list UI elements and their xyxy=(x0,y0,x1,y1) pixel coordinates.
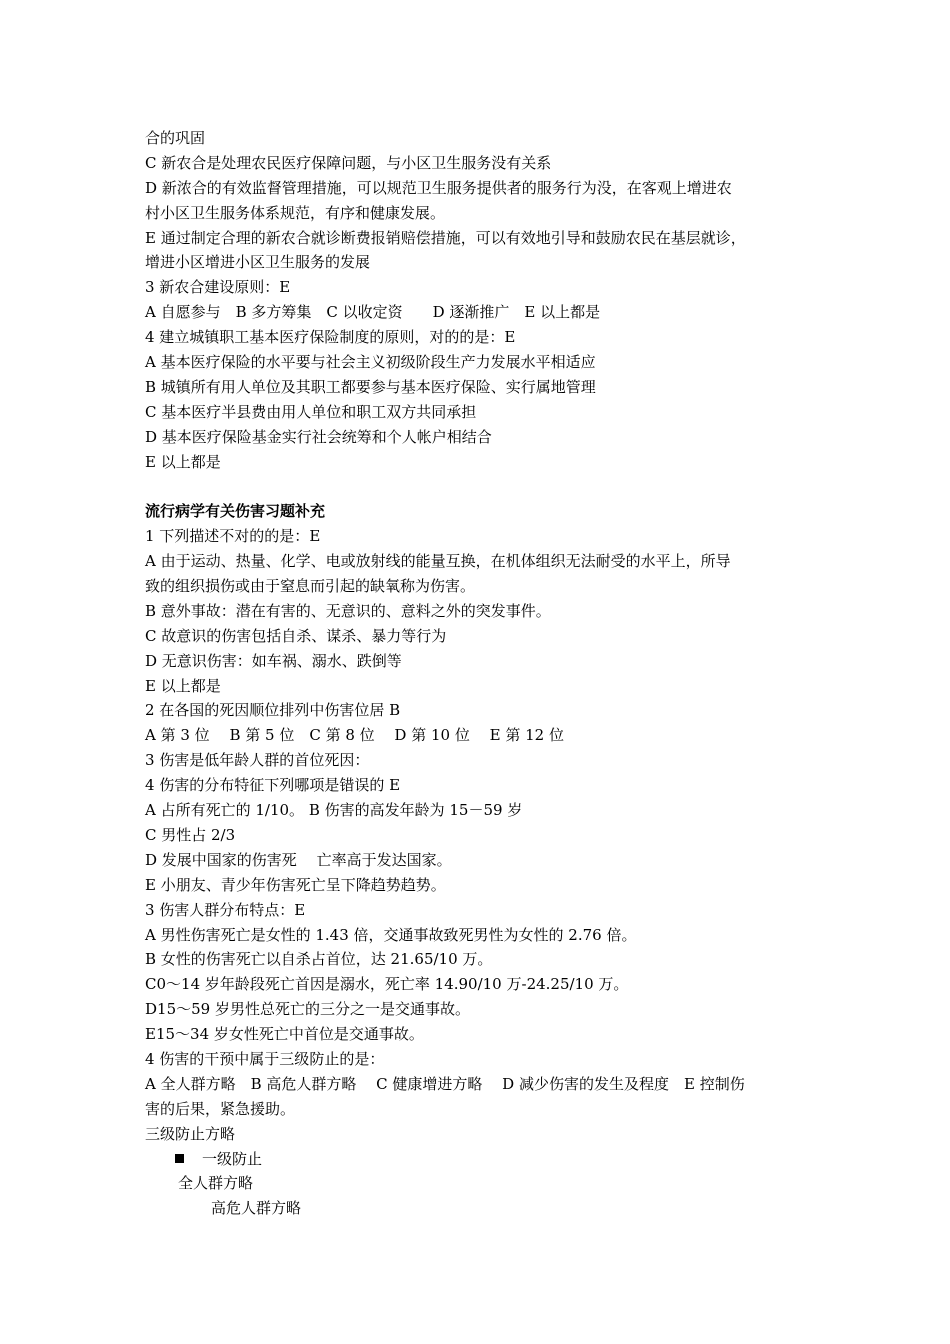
sub-item: 全人群方略 xyxy=(178,1174,254,1193)
option-e-cont: 增进小区增进小区卫生服务的发展 xyxy=(145,253,371,272)
question-3b: 3 伤害人群分布特点：E xyxy=(145,900,306,919)
question-3-options: A 自愿参与 B 多方筹集 C 以收定资 D 逐渐推广 E 以上都是 xyxy=(145,303,601,322)
option-a-cont: 致的组织损伤或由于窒息而引起的缺氧称为伤害。 xyxy=(145,577,476,596)
option-c: C0～14 岁年龄段死亡首因是溺水，死亡率 14.90/10 万-24.25/10 万。 xyxy=(145,975,629,994)
option-e: E 以上都是 xyxy=(145,676,221,695)
option-e: E 通过制定合理的新农合就诊断费报销赔偿措施，可以有效地引导和鼓励农民在基层就诊， xyxy=(145,228,746,247)
option-d: D 发展中国家的伤害死 亡率高于发达国家。 xyxy=(145,850,452,869)
prevention-title: 三级防止方略 xyxy=(145,1124,236,1143)
sub-sub-item: 高危人群方略 xyxy=(211,1199,302,1218)
option-c: C 基本医疗半县费由用人单位和职工双方共同承担 xyxy=(145,402,477,421)
option-a: A 基本医疗保险的水平要与社会主义初级阶段生产力发展水平相适应 xyxy=(145,353,596,372)
question-2-options: A 第 3 位 B 第 5 位 C 第 8 位 D 第 10 位 E 第 12 位 xyxy=(145,726,564,745)
question-4b-options: A 全人群方略 B 高危人群方略 C 健康增进方略 D 减少伤害的发生及程度 E 控制伤 xyxy=(145,1074,745,1093)
question-2: 2 在各国的死因顺位排列中伤害位居 B xyxy=(145,701,401,720)
text-line: 合的巩固 xyxy=(145,129,206,147)
question-4b: 4 伤害的干预中属于三级防止的是： xyxy=(145,1049,385,1068)
question-4b-options-cont: 害的后果，紧急援助。 xyxy=(145,1099,296,1118)
bullet-label: 一级防止 xyxy=(202,1149,263,1168)
option-e: E 以上都是 xyxy=(145,452,221,471)
option-d-cont: 村小区卫生服务体系规范，有序和健康发展。 xyxy=(145,203,446,222)
option-b: B 女性的伤害死亡以自杀占首位，达 21.65/10 万。 xyxy=(145,950,493,969)
bullet-item xyxy=(145,1147,825,1172)
question-4: 4 建立城镇职工基本医疗保险制度的原则，对的的是：E xyxy=(145,328,516,347)
option-c: C 故意识的伤害包括自杀、谋杀、暴力等行为 xyxy=(145,626,447,645)
option-a-b: A 占所有死亡的 1/10。 B 伤害的高发年龄为 15－59 岁 xyxy=(145,801,523,820)
option-d: D 基本医疗保险基金实行社会统筹和个人帐户相结合 xyxy=(145,427,492,446)
question-4: 4 伤害的分布特征下列哪项是错误的 E xyxy=(145,776,401,795)
blank-line xyxy=(145,474,825,499)
document-page xyxy=(145,126,825,1221)
question-1: 1 下列描述不对的的是：E xyxy=(145,527,321,546)
option-e: E 小朋友、青少年伤害死亡呈下降趋势趋势。 xyxy=(145,875,446,894)
option-a: A 由于运动、热量、化学、电或放射线的能量互换，在机体组织无法耐受的水平上，所导 xyxy=(145,552,731,571)
section-injury-exercises xyxy=(145,499,825,1221)
option-d: D 新浓合的有效监督管理措施，可以规范卫生服务提供者的服务行为没，在客观上增进农 xyxy=(145,178,732,197)
square-bullet-icon xyxy=(175,1154,184,1163)
option-c: C 男性占 2/3 xyxy=(145,825,236,844)
option-c: C 新农合是处理农民医疗保障问题，与小区卫生服务没有关系 xyxy=(145,153,552,172)
section-health-insurance xyxy=(145,126,825,474)
option-e: E15～34 岁女性死亡中首位是交通事故。 xyxy=(145,1025,424,1044)
question-3: 3 伤害是低年龄人群的首位死因： xyxy=(145,751,370,770)
option-b: B 城镇所有用人单位及其职工都要参与基本医疗保险、实行属地管理 xyxy=(145,377,596,396)
question-3: 3 新农合建设原则：E xyxy=(145,278,291,297)
option-d: D 无意识伤害：如车祸、溺水、跌倒等 xyxy=(145,651,402,670)
option-a: A 男性伤害死亡是女性的 1.43 倍，交通事故致死男性为女性的 2.76 倍。 xyxy=(145,925,637,944)
option-d: D15～59 岁男性总死亡的三分之一是交通事故。 xyxy=(145,1000,470,1019)
section-heading: 流行病学有关伤害习题补充 xyxy=(145,502,326,521)
option-b: B 意外事故：潜在有害的、无意识的、意料之外的突发事件。 xyxy=(145,601,551,620)
